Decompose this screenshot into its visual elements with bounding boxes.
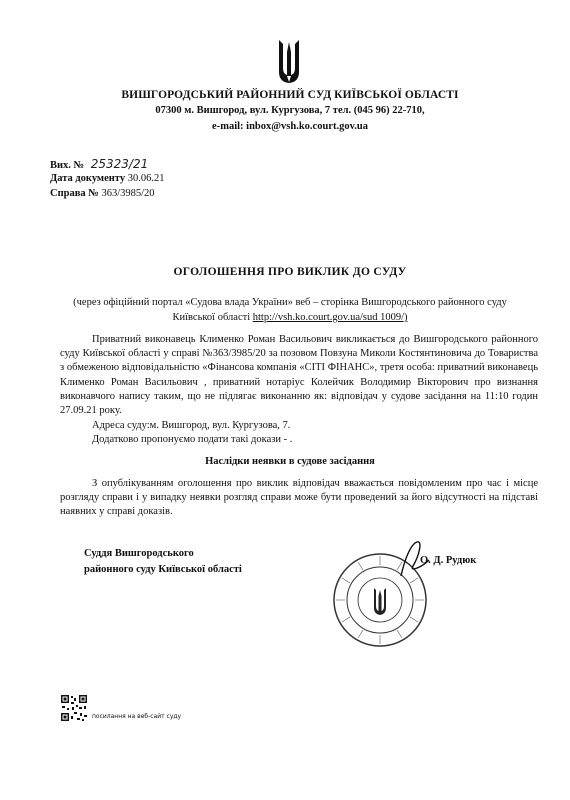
document-date-value: 30.06.21 [127,173,165,184]
court-name: ВИШГОРОДСЬКИЙ РАЙОННИЙ СУД КИЇВСЬКОЇ ОБЛАСТІ [121,89,459,101]
summons-paragraph: Приватний виконавець Клименко Роман Васильович викликається до Вишгородського районного суду Київської області у справі №363/3985/20 за позовом Повзуна Миколи Костянтиновича до Товариства з обмеженою відповідальністю «Фінансова компанія «СІТІ ФІНАНС», третя особа: приватний виконавець Клименко Роман Васильович , приватний нотаріус Колейчик Володимир Вікторович про визнання виконавчого напису таким, що не підлягає виконанню як: відповідач у судове засідання на 11:10 годин 27.09.21 року. [60,334,538,417]
court-address: 07300 м. Вишгород, вул. Кургузова, 7 тел. (045 96) 22-710, [155,105,425,116]
qr-code-icon[interactable] [60,694,88,722]
document-title: ОГОЛОШЕННЯ ПРО ВИКЛИК ДО СУДУ [173,266,407,278]
court-address-paragraph: Адреса суду:м. Вишгород, вул. Кургузова, 7. [92,420,291,431]
signatory-position [84,546,242,578]
consequences-paragraph: З опублікуванням оголошення про виклик відповідач вважається повідомленим про час і місце розгляду справи і у випадку неявки розгляд справи може бути проведений за його відсутності на підставі наявних у справі доказів. [60,478,538,518]
subtitle-line1: (через офіційний портал «Судова влада України» веб – сторінка Вишгородського районного суду [73,297,507,308]
evidence-paragraph: Додатково пропонуємо подати такі докази - . [92,434,293,445]
subtitle [40,295,540,325]
subtitle-line2-text: Київської області [172,312,253,323]
judge-name: О. Д. Рудюк [420,555,477,566]
court-email: e-mail: inbox@vsh.ko.court.gov.ua [212,121,368,132]
subtitle-line2 [40,310,540,325]
signatory-position-line1: Суддя Вишгородського [84,548,194,559]
document-date-label: Дата документу [50,173,126,184]
consequences-heading: Наслідки неявки в судове засідання [205,456,375,467]
signatory-position-line2: районного суду Київської області [84,564,242,575]
case-number-label: Справа № [50,188,99,199]
case-number [50,188,155,199]
outgoing-number-label: Вих. № [50,160,85,171]
court-website-link[interactable]: http://vsh.ko.court.gov.ua/sud 1009/) [252,312,408,323]
case-number-value: 363/3985/20 [101,188,155,199]
trident-emblem-icon [276,38,302,84]
outgoing-number [50,157,148,171]
qr-caption: посилання на веб-сайт суду [92,713,182,720]
outgoing-number-value: 25323/21 [90,157,149,171]
document-date [50,173,164,184]
